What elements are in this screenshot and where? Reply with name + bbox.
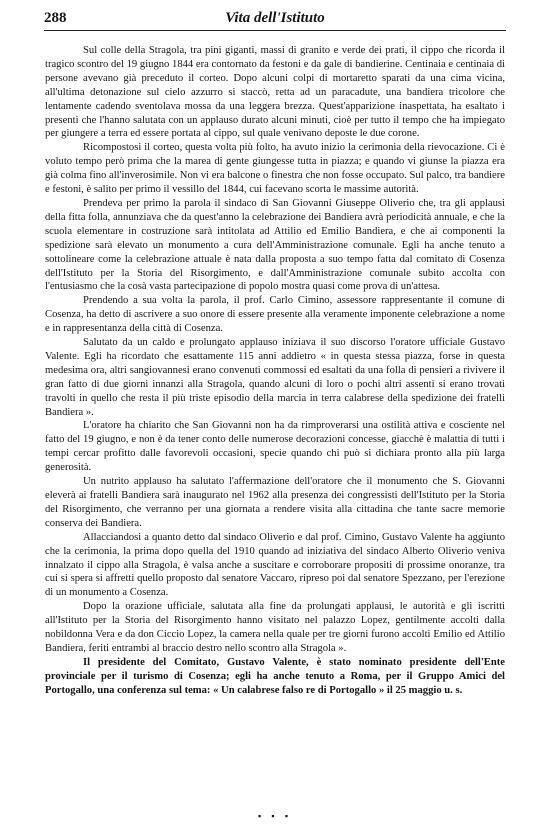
paragraph: Salutato da un caldo e prolungato applauso iniziava il suo discorso l'oratore ufficiale Gustavo Valente. Egli ha ricordato che esattamente 115 anni addietro « in questa stessa piazza, forse in questa medesima ora, altri sangiovannesi erano convenuti commossi ed esaltati da una folla di pensieri a rivivere il gran fatto di due giorni innanzi alla Stragola, quando alcuni di loro o pochi altri assenti si erano trovati travolti in quello che resta il più triste episodio della marcia in terra calabrese della spedizione dei fratelli Bandiera ». [45, 337, 505, 418]
footer-mark: ▪ ▪ ▪ [257, 811, 293, 821]
paragraph: Sul colle della Stragola, tra pini giganti, massi di granito e verde dei prati, il cippo che ricorda il tragico scontro del 19 giugno 1844 era contornato da festoni e da gale di bandierine. Centinaia e centinaia di persone avevano già preceduto il corteo. Dopo alcuni colpi di mortaretto sparati da una cima vicina, all'ultima detonazione sul cielo azzurro si staccò, retta ad un paracadute, una bandiera tricolore che lentamente cadendo sventolava mossa da una leggera brezza. Quest'apparizione inaspettata, ha esaltato i presenti che l'hanno salutata con un applauso durato alcuni minuti, cioè per tutto il tempo che ha impiegato per giungere a terra ed essere portata al cippo, sul quale venivano deposte le due corone. [45, 45, 505, 140]
page-header [44, 10, 506, 32]
paragraph: Prendeva per primo la parola il sindaco di San Giovanni Giuseppe Oliverio che, tra gli applausi della fitta folla, annunziava che da quest'anno la celebrazione dei Bandiera avrà periodicità annuale, e che la scuola elementare in costruzione sarà intitolata ad Attilio ed Emilio Bandiera, e che ai componenti la spedizione sarà elevato un monumento a cura dell'Amministrazione comunale. Egli ha anche tenuto a sottolineare come la celebrazione attuale è nata dalla proposta a suo tempo fatta dal comitato di Cosenza dell'Istituto per la Storia del Risorgimento, e dall'Amministrazione comunale subito accolta con l'entusiasmo che la cosà vasta partecipazione di popolo mostra quasi come prova di un'attesa. [45, 197, 505, 293]
paragraph: L'oratore ha chiarito che San Giovanni non ha da rimproverarsi una ostilità attiva e cosciente nel fatto del 19 giugno, e non è da tener conto delle numerose decorazioni concesse, giacchè è malattia di tutti i tempi cercar profitto dalle favorevoli occasioni, specie quando chi può si dichiara pronto alla più larga generosità. [45, 420, 505, 474]
closing-paragraph: Il presidente del Comitato, Gustavo Valente, è stato nominato presidente dell'Ente provinciale per il turismo di Cosenza; egli ha anche tenuto a Roma, per il Gruppo Amici del Portogallo, una conferenza sul tema: « Un calabrese falso re di Portogallo » il 25 maggio u. s. [45, 656, 505, 696]
paragraph: Un nutrito applauso ha salutato l'affermazione dell'oratore che il monumento che S. Giovanni eleverà ai fratelli Bandiera sarà inaugurato nel 1962 alla presenza dei congressisti dell'Istituto per la Storia del Risorgimento, che verranno per una giornata a rendere visita alla cittadina che tante sacre memorie conserva dei Bandiera. [45, 476, 505, 529]
running-title: Vita dell'Istituto [225, 10, 325, 26]
paragraph: Allacciandosi a quanto detto dal sindaco Oliverio e dal prof. Cimino, Gustavo Valente ha aggiunto che la cerimonia, la prima dopo quella del 1910 quando ad iniziativa del sindaco Alberto Oliverio veniva innalzato il cippo alla Stragola, è valsa anche a suscitare e corroborare propositi di prossime onoranze, tra cui si spera si affretti quello proposto dal senatore Vaccaro, ripreso poi dal senatore Spezzano, per l'erezione di un monumento a Cosenza. [45, 531, 505, 599]
page-number: 288 [44, 10, 67, 26]
paragraph: Dopo la orazione ufficiale, salutata alla fine da prolungati applausi, le autorità e gli iscritti all'Istituto per la Storia del Risorgimento hanno visitato nel palazzo Lopez, gentilmente accolti dalla nobildonna Vera e da don Ciccio Lopez, la camera nella quale per tre giorni furono accolti Emilio ed Attilio Bandiera, feriti entrambi al braccio destro nello scontro alla Stragola ». [45, 601, 505, 654]
body-text [45, 44, 505, 698]
paragraph: Ricompostosi il corteo, questa volta più folto, ha avuto inizio la cerimonia della rievocazione. Ci è voluto tempo però prima che la marea di gente giungesse tutta in piazza; e quando vi giunse la piazza era già colma fino all'inverosimile. Non vi era balcone o finestra che non fosse occupato. Sul palco, tra bandiere e festoni, è salito per primo il vessillo del 1844, cui facevano scorta le massime autorità. [45, 142, 505, 196]
header-rule [44, 30, 506, 31]
paragraph: Prendendo a sua volta la parola, il prof. Carlo Cimino, assessore rappresentante il comune di Cosenza, ha detto di ascrivere a suo onore di essere presente alla veramente imponente celebrazione a nome e in rappresentanza della città di Cosenza. [45, 295, 505, 335]
